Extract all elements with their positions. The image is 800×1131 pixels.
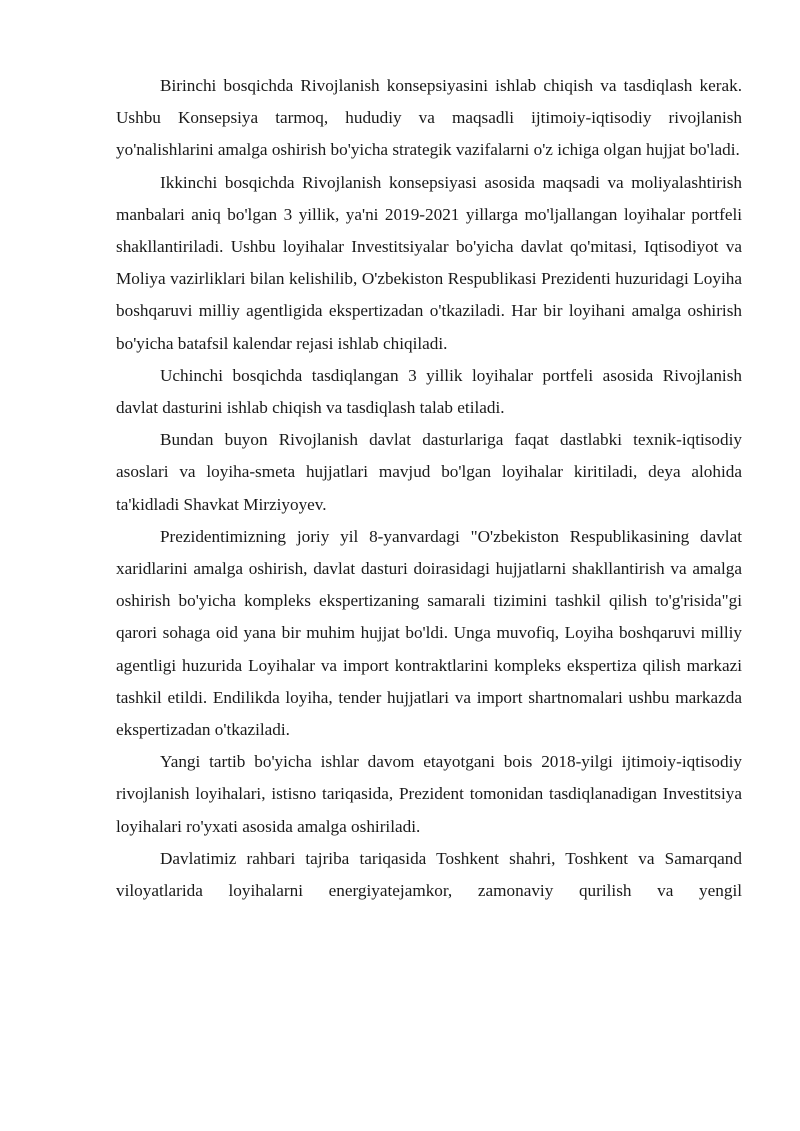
paragraph-2: Ikkinchi bosqichda Rivojlanish konsepsiyasi asosida maqsadi va moliyalashtirish manbalari aniq bo'lgan 3 yillik, ya'ni 2019-2021 yillarga mo'ljallangan loyihalar portfeli shakllantiriladi. Ushbu loyihalar Investitsiyalar bo'yicha davlat qo'mitasi, Iqtisodiyot va Moliya vazirliklari bilan kelishilib, O'zbekiston Respublikasi Prezidenti huzuridagi Loyiha boshqaruvi milliy agentligida ekspertizadan o'tkaziladi. Har bir loyihani amalga oshirish bo'yicha batafsil kalendar rejasi ishlab chiqiladi. [116,172,742,353]
paragraph-5: Prezidentimizning joriy yil 8-yanvardagi "O'zbekiston Respublikasining davlat xaridlarini amalga oshirish, davlat dasturi doirasidagi hujjatlarni shakllantirish va amalga oshirish bo'yicha kompleks ekspertizaning samarali tizimini tashkil qilish to'g'risida"gi qarori sohaga oid yana bir muhim hujjat bo'ldi. Unga muvofiq, Loyiha boshqaruvi milliy agentligi huzurida Loyihalar va import kontraktlarini kompleks ekspertiza qilish markazi tashkil etildi. Endilikda loyiha, tender hujjatlari va import shartnomalari ushbu markazda ekspertizadan o'tkaziladi. [116,526,742,740]
paragraph-3: Uchinchi bosqichda tasdiqlangan 3 yillik loyihalar portfeli asosida Rivojlanish davlat dasturini ishlab chiqish va tasdiqlash talab etiladi. [116,365,742,418]
paragraph-7: Davlatimiz rahbari tajriba tariqasida Toshkent shahri, Toshkent va Samarqand viloyatlarida loyihalarni energiyatejamkor, zamonaviy qurilish va yengil [116,848,742,901]
paragraph-1: Birinchi bosqichda Rivojlanish konsepsiyasini ishlab chiqish va tasdiqlash kerak. Ushbu Konsepsiya tarmoq, hududiy va maqsadli ijtimoiy-iqtisodiy rivojlanish yo'nalishlarini amalga oshirish bo'yicha strategik vazifalarni o'z ichiga olgan hujjat bo'ladi. [116,76,742,160]
document-page [116,70,742,907]
paragraph-6: Yangi tartib bo'yicha ishlar davom etayotgani bois 2018-yilgi ijtimoiy-iqtisodiy rivojlanish loyihalari, istisno tariqasida, Prezident tomonidan tasdiqlanadigan Investitsiya loyihalari ro'yxati asosida amalga oshiriladi. [116,752,742,836]
paragraph-4: Bundan buyon Rivojlanish davlat dasturlariga faqat dastlabki texnik-iqtisodiy asoslari va loyiha-smeta hujjatlari mavjud bo'lgan loyihalar kiritiladi, deya alohida ta'kidladi Shavkat Mirziyoyev. [116,430,742,514]
